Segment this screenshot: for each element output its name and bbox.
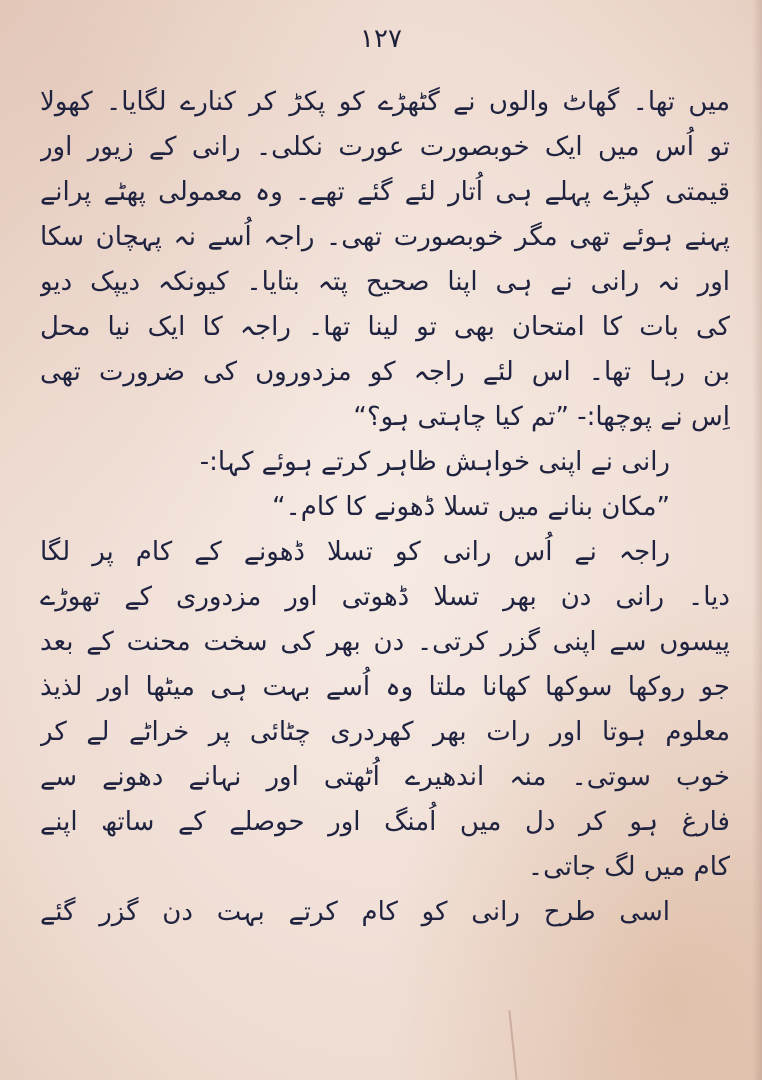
text-line: فارغ ہو کر دل میں اُمنگ اور حوصلے کے ساتھ اپنے [40, 807, 730, 837]
text-line: پیسوں سے اپنی گزر کرتی۔ دن بھر کی سخت محنت کے بعد [40, 627, 730, 657]
text-line: رانی نے اپنی خواہش ظاہر کرتے ہوئے کہا:- [199, 447, 670, 477]
text-line: قیمتی کپڑے پہلے ہی اُتار لئے گئے تھے۔ وہ معمولی پھٹے پرانے [40, 177, 730, 207]
paper-crease [508, 1010, 517, 1080]
body-text [40, 80, 730, 935]
text-line: ”مکان بنانے میں تسلا ڈھونے کا کام۔“ [272, 492, 670, 522]
text-line: تو اُس میں ایک خوبصورت عورت نکلی۔ رانی کے زیور اور [40, 132, 730, 162]
text-line: دیا۔ رانی دن بھر تسلا ڈھوتی اور مزدوری کے تھوڑے [40, 582, 730, 612]
text-line: اور نہ رانی نے ہی اپنا صحیح پتہ بتایا۔ کیونکہ دیپک دیو [40, 267, 730, 297]
page-number: ۱۲۷ [360, 24, 402, 54]
text-line: خوب سوتی۔ منہ اندھیرے اُٹھتی اور نہانے دھونے سے [40, 762, 730, 792]
text-line: راجہ نے اُس رانی کو تسلا ڈھونے کے کام پر لگا [40, 537, 670, 567]
text-line: کام میں لگ جاتی۔ [527, 852, 730, 882]
text-line: معلوم ہوتا اور رات بھر کھردری چٹائی پر خراٹے لے کر [40, 717, 730, 747]
page-edge-shadow [752, 0, 762, 1080]
text-line: جو روکھا سوکھا کھانا ملتا وہ اُسے بہت ہی میٹھا اور لذیذ [40, 672, 730, 702]
text-line: اِس نے پوچھا:- ”تم کیا چاہتی ہو؟“ [353, 402, 730, 432]
text-line: اسی طرح رانی کو کام کرتے بہت دن گزر گئے [40, 897, 670, 927]
text-line: میں تھا۔ گھاٹ والوں نے گٹھڑے کو پکڑ کر کنارے لگایا۔ کھولا [40, 87, 730, 117]
text-line: بن رہا تھا۔ اس لئے راجہ کو مزدوروں کی ضرورت تھی [40, 357, 730, 387]
text-line: پہنے ہوئے تھی مگر خوبصورت تھی۔ راجہ اُسے نہ پہچان سکا [40, 222, 730, 252]
text-line: کی بات کا امتحان بھی تو لینا تھا۔ راجہ کا ایک نیا محل [40, 312, 730, 342]
